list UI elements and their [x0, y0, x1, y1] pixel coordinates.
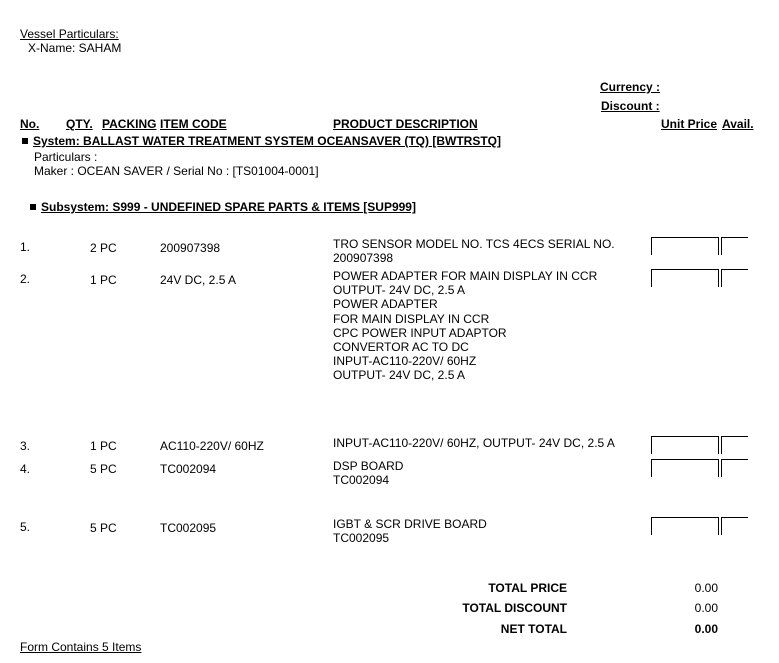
subsystem-title: Subsystem: S999 - UNDEFINED SPARE PARTS & ITEMS [SUP999]: [30, 200, 416, 214]
unit-price-input[interactable]: [651, 517, 719, 535]
col-unit-price: Unit Price: [661, 117, 718, 131]
item-code: AC110-220V/ 60HZ: [160, 439, 264, 453]
col-item-code: ITEM CODE: [160, 117, 227, 131]
col-no: No.: [20, 117, 40, 131]
total-price-value: 0.00: [694, 581, 718, 595]
avail-input[interactable]: [721, 269, 748, 287]
item-no: 3.: [20, 439, 31, 453]
unit-price-input[interactable]: [651, 237, 719, 255]
item-qty: 1 PC: [90, 439, 117, 453]
system-title: System: BALLAST WATER TREATMENT SYSTEM OCEANSAVER (TQ) [BWTRSTQ]: [22, 134, 501, 148]
form-item-count-note: Form Contains 5 Items: [20, 640, 142, 654]
total-discount-label: TOTAL DISCOUNT: [462, 601, 567, 615]
item-code: 200907398: [160, 241, 221, 255]
unit-price-input[interactable]: [651, 269, 719, 287]
item-code: TC002094: [160, 462, 217, 476]
item-code: TC002095: [160, 521, 217, 535]
bullet-square-icon: [30, 204, 36, 210]
item-no: 1.: [20, 240, 31, 254]
vessel-heading: Vessel Particulars:: [20, 27, 119, 41]
item-no: 2.: [20, 272, 31, 286]
unit-price-input[interactable]: [651, 436, 719, 454]
item-no: 5.: [20, 520, 31, 534]
item-description: TRO SENSOR MODEL NO. TCS 4ECS SERIAL NO. 200907398: [333, 237, 615, 266]
unit-price-input[interactable]: [651, 459, 719, 477]
maker-line: Maker : OCEAN SAVER / Serial No : [TS01004-0001]: [34, 164, 319, 178]
item-no: 4.: [20, 462, 31, 476]
col-product-description: PRODUCT DESCRIPTION: [333, 117, 478, 131]
item-code: 24V DC, 2.5 A: [160, 273, 237, 287]
col-qty: QTY.: [66, 117, 93, 131]
item-qty: 5 PC: [90, 462, 117, 476]
discount-label: Discount :: [601, 99, 660, 113]
vessel-name: X-Name: SAHAM: [28, 41, 122, 55]
avail-input[interactable]: [721, 237, 748, 255]
net-total-value: 0.00: [694, 622, 718, 636]
avail-input[interactable]: [721, 436, 748, 454]
currency-label: Currency :: [600, 80, 661, 94]
total-discount-value: 0.00: [694, 601, 718, 615]
item-description: INPUT-AC110-220V/ 60HZ, OUTPUT- 24V DC, 2.5 A: [333, 436, 615, 450]
item-description: POWER ADAPTER FOR MAIN DISPLAY IN CCR OUTPUT- 24V DC, 2.5 A POWER ADAPTER FOR MAIN DISPLAY IN CCR CPC POWER INPUT ADAPTOR CONVERTOR AC TO DC INPUT-AC110-220V/ 60HZ OUTPUT- 24V DC, 2.5 A: [333, 269, 598, 383]
avail-input[interactable]: [721, 517, 748, 535]
bullet-square-icon: [22, 138, 28, 144]
item-qty: 5 PC: [90, 521, 117, 535]
item-qty: 2 PC: [90, 241, 117, 255]
avail-input[interactable]: [721, 459, 748, 477]
col-avail: Avail.: [722, 117, 754, 131]
total-price-label: TOTAL PRICE: [488, 581, 567, 595]
col-packing: PACKING: [102, 117, 157, 131]
net-total-label: NET TOTAL: [500, 622, 567, 636]
item-description: DSP BOARD TC002094: [333, 459, 404, 488]
item-qty: 1 PC: [90, 273, 117, 287]
particulars-label: Particulars :: [34, 150, 98, 164]
item-description: IGBT & SCR DRIVE BOARD TC002095: [333, 517, 487, 546]
